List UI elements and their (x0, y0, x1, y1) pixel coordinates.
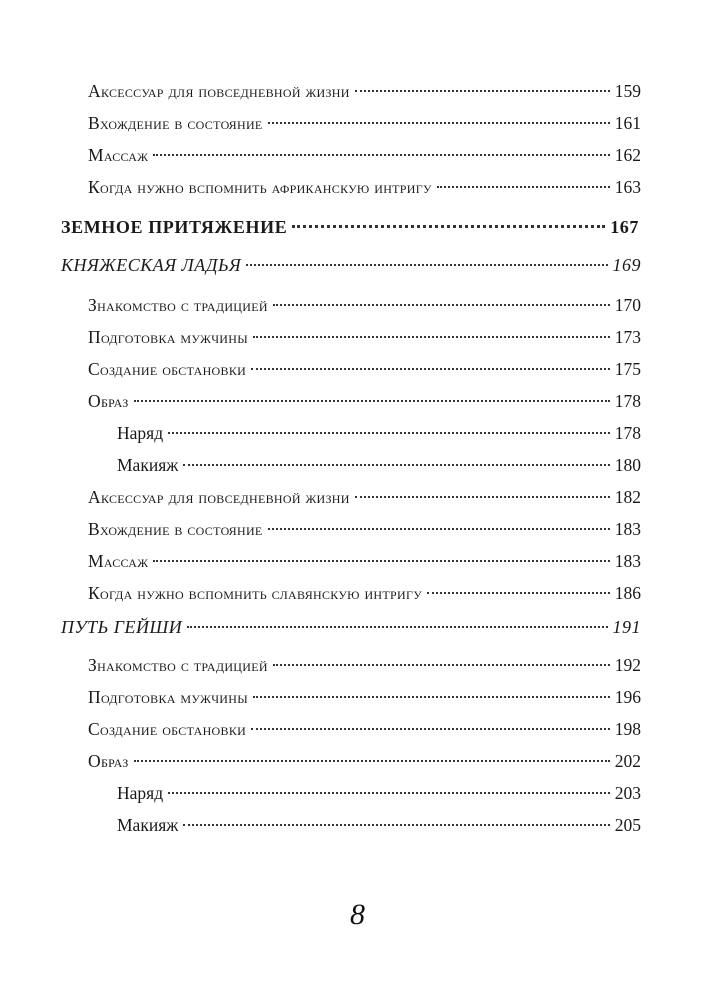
toc-entry[interactable] (88, 76, 641, 106)
toc-subentry-title: Макияж (117, 815, 179, 835)
toc-entry[interactable] (88, 290, 641, 320)
toc-entry-title: Образ (88, 751, 129, 771)
toc-entry-page: 163 (614, 177, 641, 197)
page-number: 8 (350, 898, 365, 931)
toc-entry-page: 170 (614, 295, 641, 315)
toc-entry-page: 173 (614, 327, 641, 347)
toc-chapter-title: ПУТЬ ГЕЙШИ (61, 617, 183, 637)
toc-subentry-page: 180 (614, 455, 641, 475)
toc-entry[interactable] (88, 322, 641, 352)
toc-entry-page: 198 (614, 719, 641, 739)
toc-entry-page: 161 (614, 113, 641, 133)
toc-subentry-page: 205 (614, 815, 641, 835)
toc-subentry-title: Наряд (117, 783, 164, 803)
dot-leader (134, 760, 610, 762)
toc-entry-page: 202 (614, 751, 641, 771)
dot-leader (168, 792, 610, 794)
dot-leader (273, 664, 610, 666)
toc-entry-page: 175 (614, 359, 641, 379)
toc-entry-page: 159 (614, 81, 641, 101)
toc-chapter-entry[interactable] (61, 250, 641, 280)
toc-entry-title: Массаж (88, 145, 149, 165)
toc-entry[interactable] (88, 354, 641, 384)
dot-leader (292, 225, 605, 228)
dot-leader (153, 560, 609, 562)
toc-chapter-page: 191 (612, 617, 641, 637)
dot-leader (251, 728, 610, 730)
toc-entry-title: Вхождение в состояние (88, 113, 263, 133)
toc-entry-title: Знакомство с традицией (88, 295, 268, 315)
toc-entry[interactable] (88, 172, 641, 202)
toc-entry-title: Подготовка мужчины (88, 687, 248, 707)
toc-entry[interactable] (88, 386, 641, 416)
toc-entry-page: 183 (614, 519, 641, 539)
toc-part-page: 167 (610, 217, 639, 237)
toc-chapter-title: КНЯЖЕСКАЯ ЛАДЬЯ (61, 255, 242, 275)
toc-subentry-page: 178 (614, 423, 641, 443)
dot-leader (253, 336, 610, 338)
toc-entry[interactable] (88, 108, 641, 138)
toc-entry[interactable] (88, 140, 641, 170)
dot-leader (253, 696, 610, 698)
toc-entry-title: Знакомство с традицией (88, 655, 268, 675)
toc-entry-title: Когда нужно вспомнить славянскую интригу (88, 583, 422, 603)
toc-subentry-title: Наряд (117, 423, 164, 443)
toc-entry[interactable] (88, 650, 641, 680)
toc-entry-page: 186 (614, 583, 641, 603)
toc-entry-title: Когда нужно вспомнить африканскую интригу (88, 177, 432, 197)
toc-part-entry[interactable] (61, 212, 639, 242)
toc-subentry[interactable] (117, 418, 641, 448)
dot-leader (355, 496, 610, 498)
toc-chapter-entry[interactable] (61, 612, 641, 642)
toc-entry[interactable] (88, 514, 641, 544)
dot-leader (251, 368, 610, 370)
toc-part-title: ЗЕМНОЕ ПРИТЯЖЕНИЕ (61, 217, 288, 237)
dot-leader (437, 186, 610, 188)
toc-entry[interactable] (88, 546, 641, 576)
toc-entry-page: 162 (614, 145, 641, 165)
toc-entry-title: Вхождение в состояние (88, 519, 263, 539)
toc-entry-page: 182 (614, 487, 641, 507)
toc-entry-page: 178 (614, 391, 641, 411)
dot-leader (183, 824, 609, 826)
dot-leader (273, 304, 610, 306)
toc-entry-title: Образ (88, 391, 129, 411)
dot-leader (355, 90, 610, 92)
toc-entry-page: 196 (614, 687, 641, 707)
toc-entry[interactable] (88, 714, 641, 744)
dot-leader (268, 122, 610, 124)
toc-entry-title: Аксессуар для повседневной жизни (88, 81, 350, 101)
toc-subentry[interactable] (117, 450, 641, 480)
toc-entry-page: 192 (614, 655, 641, 675)
toc-subentry-page: 203 (614, 783, 641, 803)
dot-leader (427, 592, 610, 594)
toc-entry[interactable] (88, 682, 641, 712)
toc-subentry[interactable] (117, 778, 641, 808)
toc-entry-title: Массаж (88, 551, 149, 571)
dot-leader (183, 464, 609, 466)
dot-leader (134, 400, 610, 402)
toc-chapter-page: 169 (612, 255, 641, 275)
dot-leader (246, 264, 607, 266)
dot-leader (153, 154, 609, 156)
dot-leader (168, 432, 610, 434)
dot-leader (268, 528, 610, 530)
toc-subentry[interactable] (117, 810, 641, 840)
toc-entry-page: 183 (614, 551, 641, 571)
toc-entry-title: Создание обстановки (88, 719, 247, 739)
toc-entry-title: Создание обстановки (88, 359, 247, 379)
toc-entry[interactable] (88, 578, 641, 608)
dot-leader (187, 626, 607, 628)
toc-entry[interactable] (88, 746, 641, 776)
toc-entry[interactable] (88, 482, 641, 512)
toc-entry-title: Подготовка мужчины (88, 327, 248, 347)
toc-entry-title: Аксессуар для повседневной жизни (88, 487, 350, 507)
toc-subentry-title: Макияж (117, 455, 179, 475)
